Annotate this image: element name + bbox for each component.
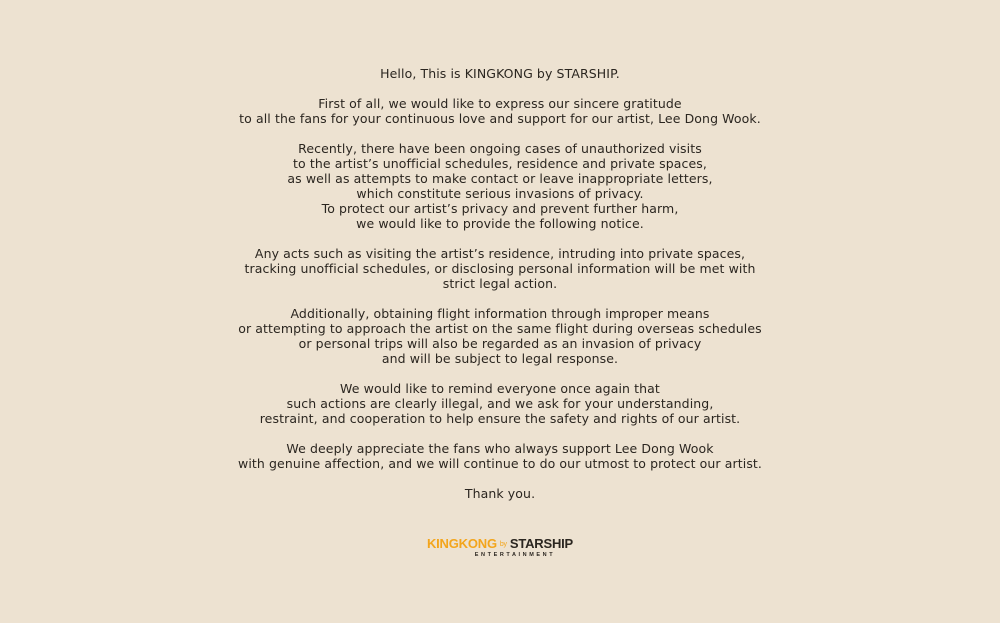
notice-line: We would like to remind everyone once again that: [340, 381, 660, 396]
logo-by-text: by: [499, 541, 507, 549]
notice-line: to all the fans for your continuous love and support for our artist, Lee Dong Wook.: [239, 111, 761, 126]
notice-line: or personal trips will also be regarded as an invasion of privacy: [298, 336, 702, 351]
notice-line: We deeply appreciate the fans who always support Lee Dong Wook: [286, 441, 714, 456]
kingkong-by-starship-logo: [0, 536, 1000, 560]
notice-line: which constitute serious invasions of privacy.: [356, 186, 644, 201]
logo-kingkong-text: KINGKONG: [426, 536, 497, 551]
notice-line: or attempting to approach the artist on the same flight during overseas schedules: [238, 321, 762, 336]
legal-action-paragraph: [0, 246, 1000, 291]
notice-line: we would like to provide the following notice.: [356, 216, 644, 231]
notice-line: to the artist’s unofficial schedules, residence and private spaces,: [293, 156, 707, 171]
logo-wordmark: [427, 536, 573, 559]
appreciation-paragraph: [0, 441, 1000, 471]
greeting-paragraph: [0, 66, 1000, 81]
logo-tagline: ENTERTAINMENT: [474, 552, 556, 559]
flight-paragraph: [0, 306, 1000, 366]
notice-line: Thank you.: [464, 486, 536, 501]
notice-line: Any acts such as visiting the artist’s residence, intruding into private spaces,: [254, 246, 746, 261]
notice-line: and will be subject to legal response.: [381, 351, 619, 366]
notice-line: strict legal action.: [442, 276, 558, 291]
notice-line: as well as attempts to make contact or leave inappropriate letters,: [287, 171, 713, 186]
logo-starship-text: STARSHIP: [509, 536, 574, 551]
reminder-paragraph: [0, 381, 1000, 426]
closing-paragraph: [0, 486, 1000, 501]
notice-line: Hello, This is KINGKONG by STARSHIP.: [380, 66, 620, 81]
notice-line: with genuine affection, and we will continue to do our utmost to protect our artist.: [238, 456, 762, 471]
notice-line: such actions are clearly illegal, and we ask for your understanding,: [286, 396, 714, 411]
notice-line: restraint, and cooperation to help ensure the safety and rights of our artist.: [259, 411, 741, 426]
notice-line: Recently, there have been ongoing cases of unauthorized visits: [298, 141, 702, 156]
notice-line: First of all, we would like to express our sincere gratitude: [318, 96, 682, 111]
notice-line: Additionally, obtaining flight information through improper means: [290, 306, 710, 321]
notice-letter: [0, 66, 1000, 501]
privacy-issue-paragraph: [0, 141, 1000, 231]
notice-line: To protect our artist’s privacy and prevent further harm,: [321, 201, 679, 216]
gratitude-paragraph: [0, 96, 1000, 126]
notice-line: tracking unofficial schedules, or disclosing personal information will be met with: [244, 261, 756, 276]
